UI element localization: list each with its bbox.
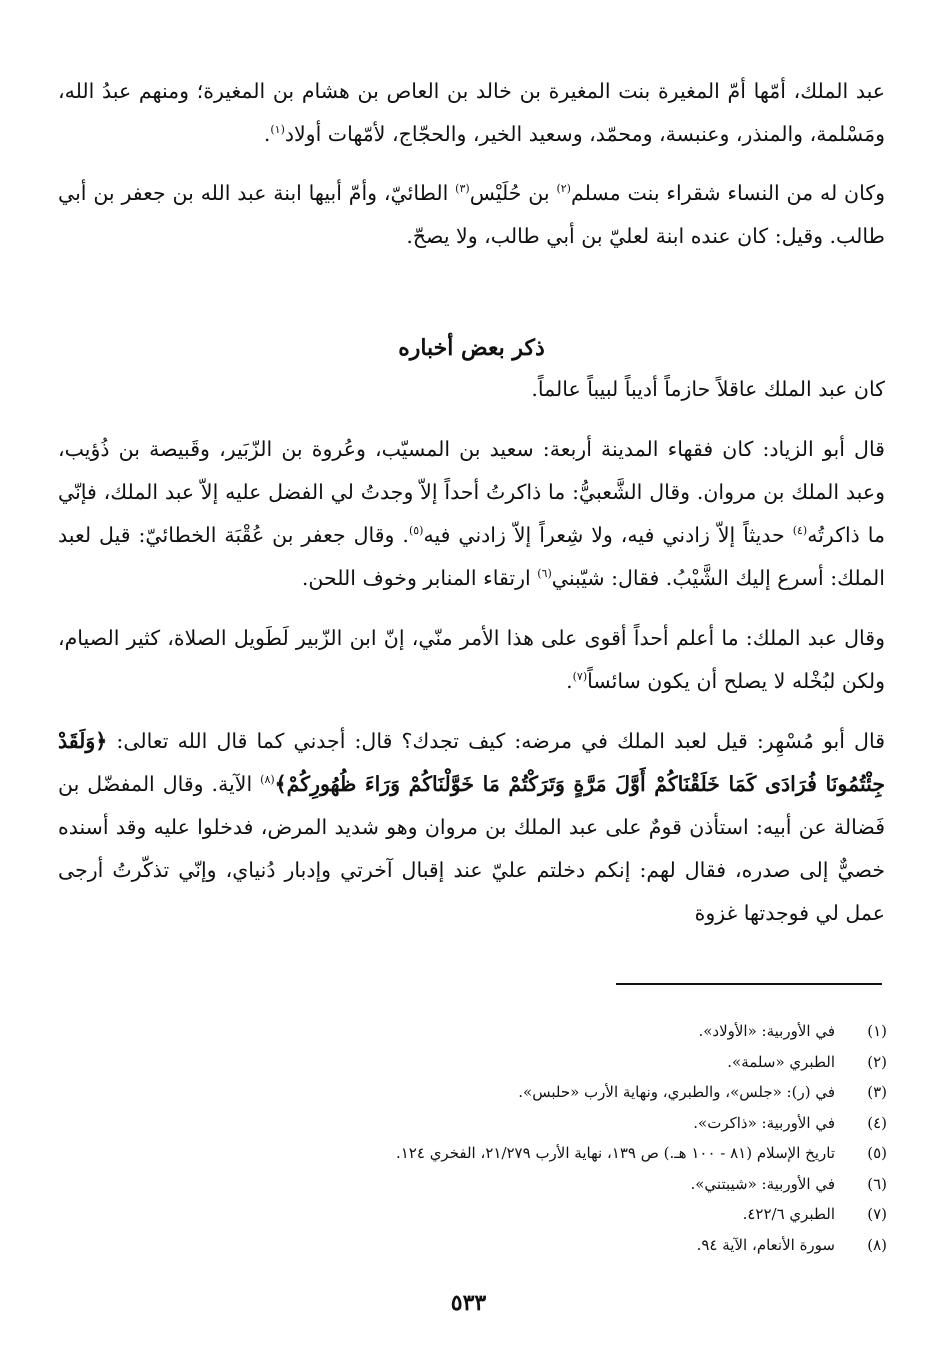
footnote-divider [616,983,882,985]
text-run: وكان له من النساء شقراء بنت مسلم [570,181,885,205]
footnote-text: الطبري «سلمة». [727,1052,835,1071]
footnote-text: الطبري ٤٢٢/٦. [742,1205,835,1223]
footnote-ref: (٥) [408,524,424,538]
paragraph-illness [58,720,885,935]
footnote-8 [57,1230,887,1261]
footnote-text: في الأوربية: «الأولاد». [698,1022,835,1040]
paragraph-wives [58,172,885,258]
footnote-1 [57,1016,887,1047]
footnote-ref: (٦) [537,567,552,581]
footnote-number: (٨) [867,1235,887,1254]
footnote-4 [57,1108,887,1139]
text-run: كان عبد الملك عاقلاً حازماً أديباً لبيباً عالماً. [531,377,885,401]
paragraph-quote [58,617,885,703]
footnote-5 [57,1138,887,1169]
section-heading: ذكر بعض أخباره [398,335,545,361]
text-run: ارتقاء المنابر وخوف اللحن. [301,566,538,590]
footnote-text: في (ر): «جلس»، والطبري، ونهاية الأرب «حلبس». [518,1083,835,1101]
text-run: . [263,122,271,146]
footnote-number: (٤) [867,1113,887,1132]
footnote-number: (٥) [867,1144,887,1162]
footnote-text: في الأوربية: «شيبتني». [690,1174,835,1193]
quran-verse: ﴿وَلَقَدْ جِئْتُمُونَا فُرَادَى كَمَا خَلَقْنَاكُمْ أَوَّلَ مَرَّةٍ وَتَرَكْتُمْ مَا خَوَّلْنَاكُمْ وَرَاءَ ظُهُورِكُمْ﴾ [58,729,885,796]
footnote-text: تاريخ الإسلام (٨١ - ١٠٠ هـ.) ص ١٣٩، نهاية الأرب ٢١/٢٧٩، الفخري ١٢٤. [395,1144,835,1162]
footnote-number: (٢) [867,1052,887,1071]
footnote-3 [57,1077,887,1108]
text-run: . وقال جعفر بن عُقْبَة الخطائيّ: قيل لعبد الملك: أسرع إليك الشَّيْبُ. فقال: شيّبني [58,523,885,590]
footnote-number: (٣) [867,1083,887,1101]
text-run: قال أبو الزياد: كان فقهاء المدينة أربعة: سعيد بن المسيّب، وعُروة بن الزّبَير، وقَبيصة بن ذُؤيب، وعبد الملك بن مروان. وقال الشَّعبيُّ: ما ذاكرتُ أحداً إلاّ وجدتُ لي الفضل عليه إلاّ عبد الملك، فإنّي ما ذاكرتُه [58,437,885,547]
footnote-2 [57,1047,887,1078]
footnotes [57,1016,887,1260]
paragraph-intro [58,368,885,411]
footnote-7 [57,1199,887,1230]
footnote-ref: (٢) [556,182,571,196]
footnote-text: في الأوربية: «ذاكرت». [693,1113,835,1132]
text-run: عبد الملك، أمّها أمّ المغيرة بنت المغيرة بن خالد بن العاص بن هشام بن المغيرة؛ ومنهم عبدُ الله، ومَسْلمة، والمنذر، وعنبسة، ومحمّد، وسعيد الخير، والحجّاج، لأمّهات أولاد [58,79,885,146]
page-number: ٥٣٣ [450,1290,487,1316]
text-run: الطائيّ، وأمّ أبيها ابنة عبد الله بن جعفر بن أبي طالب. وقيل: كان عنده ابنة لعليّ بن أبي طالب، ولا يصحّ. [58,181,885,248]
text-run: بن حُلَيْس [469,181,557,205]
paragraph-children [58,70,885,156]
footnote-ref: (٣) [455,182,470,196]
text-run: قال أبو مُسْهِر: قيل لعبد الملك في مرضه: كيف تجدك؟ قال: أجدني كما قال الله تعالى: [107,729,885,753]
footnote-ref: (٤) [792,524,808,538]
footnote-text: سورة الأنعام، الآية ٩٤. [696,1235,835,1254]
text-run: الآية. وقال المفضّل بن فَضالة عن أبيه: استأذن قومٌ على عبد الملك بن مروان وهو شديد المرض، فدخلوا عليه وقد أسنده خصيٌّ إلى صدره، فقال لهم: إنكم دخلتم عليّ عند إقبال آخرتي وإدبار دُنياي، وإنّي تذكّرتُ أرجى عمل لي فوجدتها غزوة [58,772,885,925]
footnote-ref: (٨) [260,773,275,787]
footnote-6 [57,1169,887,1200]
footnote-ref: (١) [270,123,285,137]
text-run: . [566,669,573,693]
footnote-number: (١) [867,1022,887,1040]
text-run: وقال عبد الملك: ما أعلم أحداً أقوى على هذا الأمر منّي، إنّ ابن الزّبير لَطَويل الصلاة، كثير الصيام، ولكن لبُخْله لا يصلح أن يكون سائساً [58,626,885,693]
paragraph-scholars [58,428,885,600]
text-run: حديثاً إلاّ زادني فيه، ولا شِعراً إلاّ زادني فيه [423,523,793,547]
footnote-number: (٦) [867,1174,887,1193]
footnote-number: (٧) [867,1205,887,1223]
footnote-ref: (٧) [572,670,588,684]
